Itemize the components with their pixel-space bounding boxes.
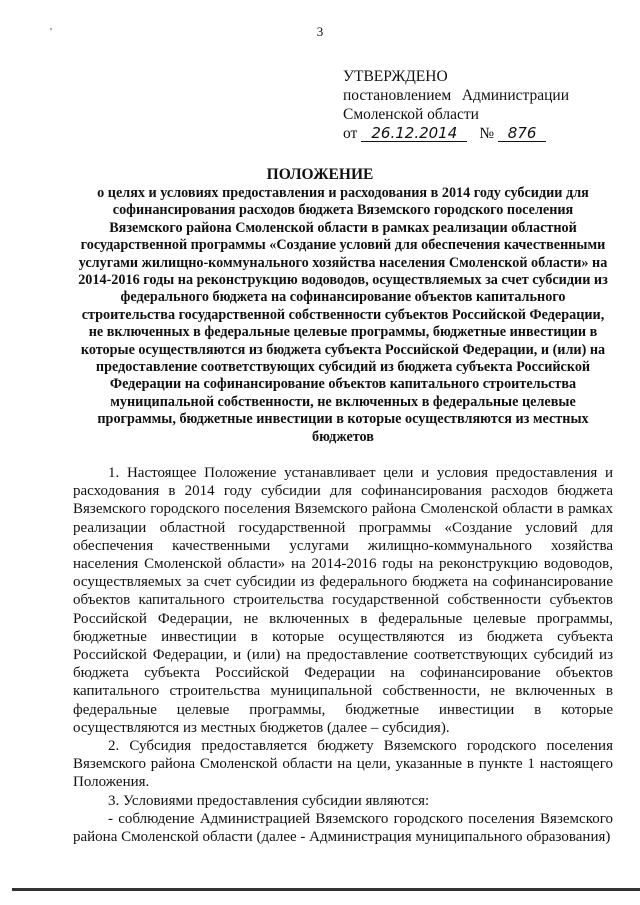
corner-mark: ' [50, 26, 52, 38]
handwritten-number: 876 [498, 126, 546, 142]
date-prefix: от [343, 125, 358, 142]
approval-stamp [343, 67, 569, 143]
number-sign: № [479, 125, 495, 142]
handwritten-date: 26.12.2014 [361, 126, 467, 142]
document-title: ПОЛОЖЕНИЕ [266, 166, 374, 183]
bottom-scan-border [12, 888, 640, 891]
document-subtitle: о целях и условиях предоставления и расходования в 2014 году субсидии для софинансирования расходов бюджета Вяземского городского поселения Вяземского района Смоленской области в рамках реализации областной государственной программы «Создание условий для обеспечения качественными услугами жилищно-коммунального хозяйства населения Смоленской области» на 2014-2016 годы на реконструкцию водоводов, осуществляемых за счет субсидии из федерального бюджета на софинансирование объектов капитального строительства государственной собственности субъектов Российской Федерации, не включенных в федеральные целевые программы, бюджетные инвестиции в которые осуществляются из бюджета субъекта Российской Федерации, и (или) на предоставление соответствующих субсидий из бюджета субъекта Российской Федерации на софинансирование объектов капитального строительства муниципальной собственности, не включенных в федеральные целевые программы, бюджетные инвестиции в которые осуществляются из местных бюджетов [78, 185, 608, 445]
paragraph-4: - соблюдение Администрацией Вяземского городского поселения Вяземского района Смоленской области (далее - Администрация муниципального образования) [73, 810, 613, 846]
approval-line-resolution: постановлением Администрации [343, 87, 569, 104]
approval-line-region: Смоленской области [343, 106, 479, 123]
page-number: 3 [316, 24, 324, 39]
paragraph-2: 2. Субсидия предоставляется бюджету Вяземского городского поселения Вяземского района Смоленской области на цели, указанные в пункте 1 настоящего Положения. [73, 738, 613, 791]
document-body [73, 464, 613, 846]
approval-date-line [343, 124, 569, 143]
paragraph-3: 3. Условиями предоставления субсидии являются: [108, 792, 430, 809]
approval-heading: УТВЕРЖДЕНО [343, 68, 448, 85]
paragraph-1: 1. Настоящее Положение устанавливает цели и условия предоставления и расходования в 2014 году субсидии для софинансирования расходов бюджета Вяземского городского поселения Вяземского района Смоленской области в рамках реализации областной государственной программы «Создание условий для обеспечения качественными услугами жилищно-коммунального хозяйства населения Смоленской области» на 2014-2016 годы на реконструкцию водоводов, осуществляемых за счет субсидии из федерального бюджета на софинансирование объектов капитального строительства государственной собственности субъектов Российской Федерации, не включенных в федеральные целевые программы, бюджетные инвестиции в которые осуществляются из бюджета субъекта Российской Федерации, и (или) на предоставление соответствующих субсидий из бюджета субъекта Российской Федерации на софинансирование объектов капитального строительства муниципальной собственности, не включенных в федеральные целевые программы, бюджетные инвестиции в которые осуществляются из местных бюджетов (далее – субсидия). [73, 465, 613, 736]
